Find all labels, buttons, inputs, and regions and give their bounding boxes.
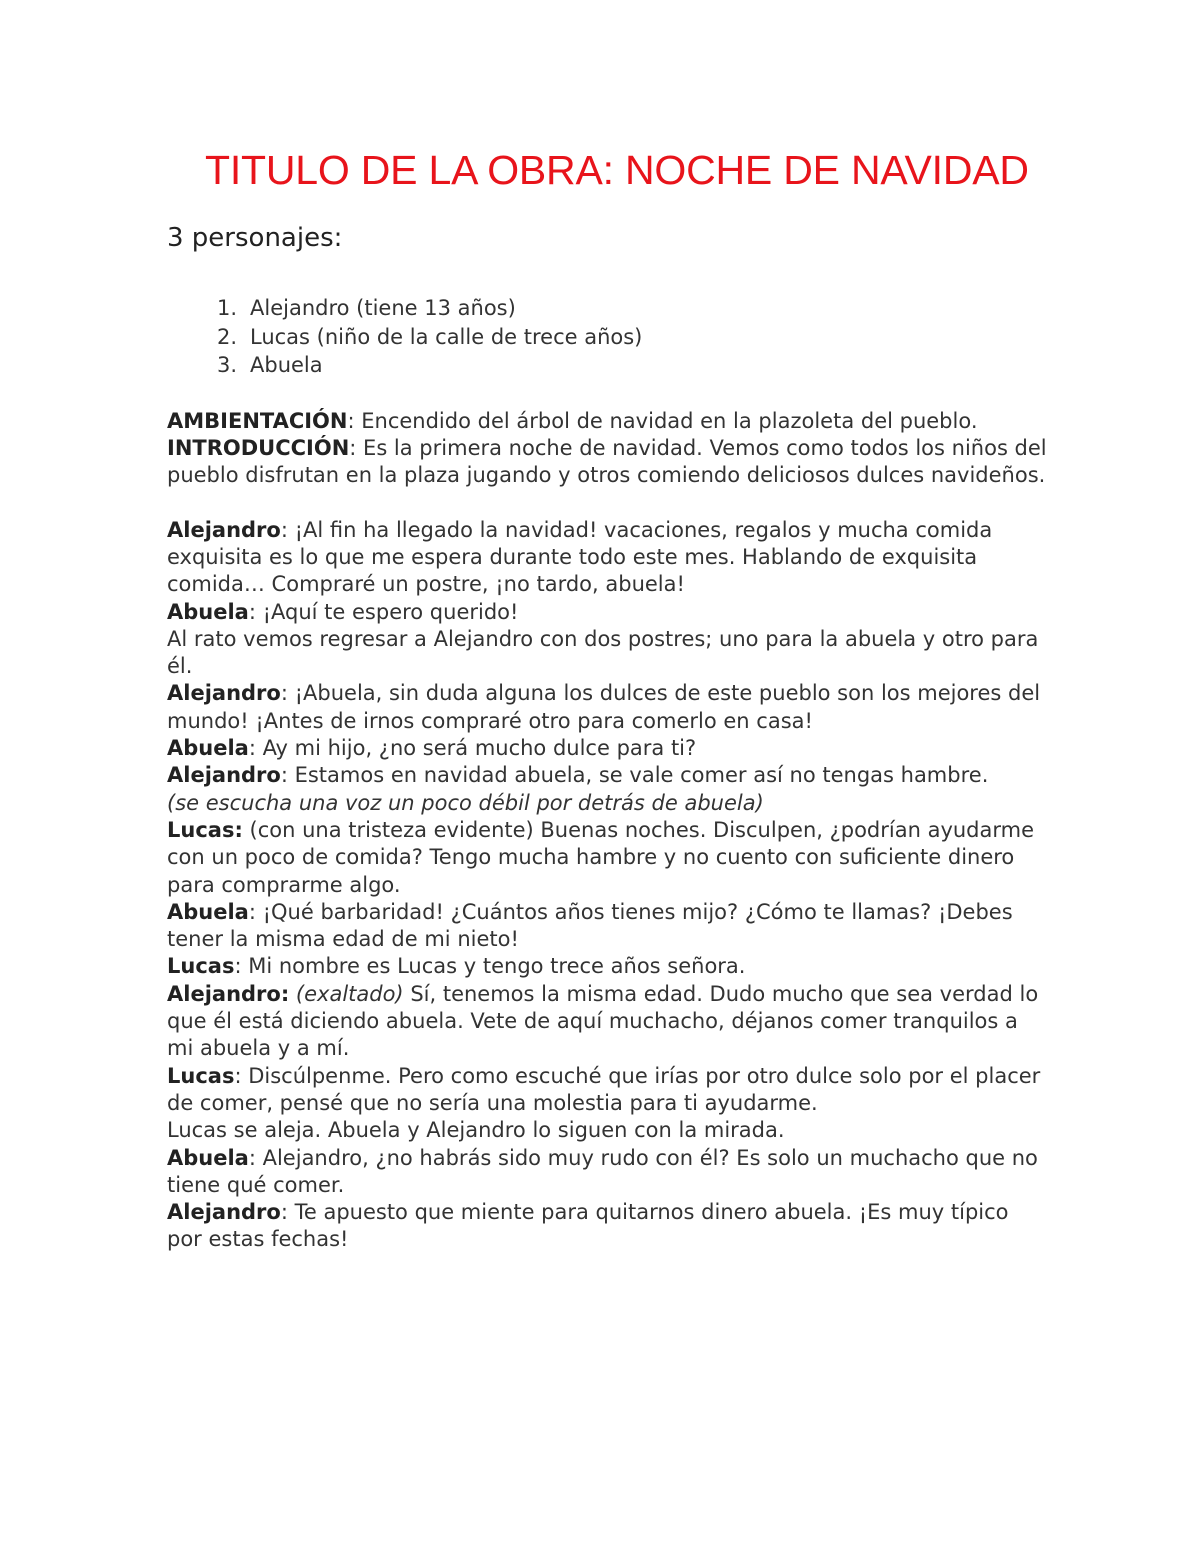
dialogue-line <box>167 735 1047 762</box>
ambientacion-label: AMBIENTACIÓN <box>167 408 348 433</box>
speaker-name: Alejandro <box>167 1200 281 1225</box>
list-number: 2. <box>216 324 237 349</box>
dialogue-text: (con una tristeza evidente) Buenas noches. Disculpen, ¿podrían ayudarme con un poco de comida? Tengo mucha hambre y no cuento con suficiente dinero para comprarme algo. <box>167 817 1035 897</box>
list-item <box>167 323 1047 352</box>
dialogue-text: : Estamos en navidad abuela, se vale comer así no tengas hambre. <box>280 763 989 788</box>
speaker-name: Abuela <box>167 599 249 624</box>
dialogue-text: : Ay mi hijo, ¿no será mucho dulce para ti? <box>248 736 697 761</box>
dialogue-text: : Mi nombre es Lucas y tengo trece años señora. <box>234 954 746 979</box>
dialogue-line <box>167 899 1047 954</box>
dialogue-line <box>167 981 1047 1063</box>
dialogue-line <box>167 1199 1047 1254</box>
list-item <box>167 294 1047 323</box>
dialogue-line <box>167 1145 1047 1200</box>
speaker-name: Alejandro <box>167 681 281 706</box>
introduccion-text: : Es la primera noche de navidad. Vemos como todos los niños del pueblo disfrutan en la plaza jugando y otros comiendo deliciosos dulces navideños. <box>167 435 1047 488</box>
speaker-name: Abuela <box>167 736 249 761</box>
stage-direction: (se escucha una voz un poco débil por detrás de abuela) <box>167 790 764 815</box>
dialogue-text: Sí, tenemos la misma edad. Dudo mucho que sea verdad lo que él está diciendo abuela. Vete de aquí muchacho, déjanos comer tranquilos a mi abuela y a mí. <box>167 981 1039 1061</box>
speaker-name: Alejandro <box>167 763 281 788</box>
speaker-name: Abuela <box>167 1145 249 1170</box>
ambientacion-text: : Encendido del árbol de navidad en la plazoleta del pueblo. <box>347 408 978 433</box>
dialogue-text: : ¡Aquí te espero querido! <box>248 599 519 624</box>
speaker-name: Alejandro <box>167 517 281 542</box>
paragraph-spacer <box>167 489 1047 516</box>
ambientacion-paragraph <box>167 408 1047 435</box>
dialogue-line <box>167 1063 1047 1118</box>
characters-heading: 3 personajes: <box>167 223 343 253</box>
dialogue-line <box>167 817 1047 899</box>
introduccion-paragraph <box>167 435 1047 490</box>
characters-list <box>167 294 1047 380</box>
list-text: Abuela <box>250 353 323 377</box>
list-text: Lucas (niño de la calle de trece años) <box>250 324 643 349</box>
list-number: 3. <box>216 353 237 377</box>
dialogue-line <box>167 680 1047 735</box>
document-page <box>167 140 1047 1254</box>
speaker-name: Lucas: <box>167 817 243 842</box>
dialogue-text: : Te apuesto que miente para quitarnos dinero abuela. ¡Es muy típico por estas fechas! <box>167 1200 1009 1252</box>
list-item <box>167 351 1047 380</box>
introduccion-label: INTRODUCCIÓN <box>167 435 350 460</box>
narration-line: Al rato vemos regresar a Alejandro con dos postres; uno para la abuela y otro para él. <box>167 626 1039 679</box>
list-text: Alejandro (tiene 13 años) <box>250 296 516 320</box>
dialogue-text: : ¡Abuela, sin duda alguna los dulces de este pueblo son los mejores del mundo! ¡Antes de irnos compraré otro para comerlo en casa! <box>167 681 1041 733</box>
dialogue-text: : Alejandro, ¿no habrás sido muy rudo con él? Es solo un muchacho que no tiene qué comer. <box>167 1145 1038 1197</box>
list-number: 1. <box>216 296 237 320</box>
dialogue-text: : ¡Al fin ha llegado la navidad! vacaciones, regalos y mucha comida exquisita es lo que me espera durante todo este mes. Hablando de exquisita comida… Compraré un postre, ¡no tardo, abuela! <box>167 517 993 597</box>
dialogue-text: : Discúlpenme. Pero como escuché que irías por otro dulce solo por el placer de comer, pensé que no sería una molestia para ti ayudarme. <box>167 1063 1041 1115</box>
speaker-name: Abuela <box>167 899 249 924</box>
dialogue-line <box>167 517 1047 599</box>
dialogue-text: : ¡Qué barbaridad! ¿Cuántos años tienes mijo? ¿Cómo te llamas? ¡Debes tener la misma edad de mi nieto! <box>167 899 1013 952</box>
play-body <box>167 408 1047 1254</box>
speaker-name: Lucas <box>167 954 235 979</box>
speaker-name: Lucas <box>167 1063 235 1088</box>
play-title: TITULO DE LA OBRA: NOCHE DE NAVIDAD <box>205 147 1029 193</box>
dialogue-line <box>167 953 1047 980</box>
narration-line: Lucas se aleja. Abuela y Alejandro lo siguen con la mirada. <box>167 1118 785 1143</box>
dialogue-line <box>167 762 1047 789</box>
dialogue-line <box>167 599 1047 626</box>
aside-text: (exaltado) <box>289 981 404 1006</box>
speaker-name: Alejandro: <box>167 981 290 1006</box>
